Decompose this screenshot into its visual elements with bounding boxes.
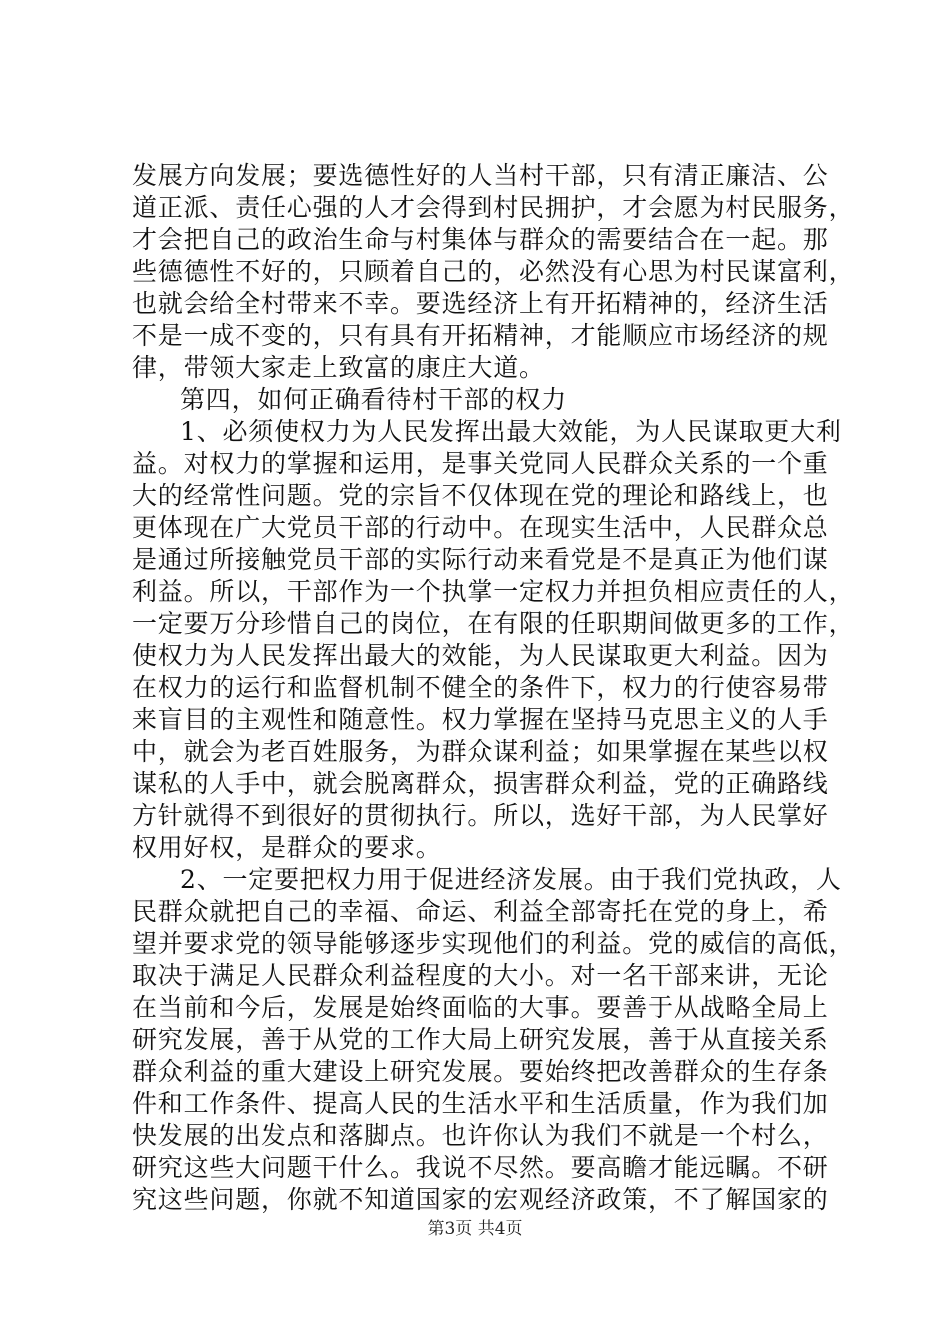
- text-line: 些德德性不好的，只顾着自己的，必然没有心思为村民谋富利，: [132, 257, 855, 286]
- text-line: 方针就得不到很好的贯彻执行。所以，选好干部，为人民掌好: [132, 801, 829, 830]
- text-line: 是通过所接触党员干部的实际行动来看党是不是真正为他们谋: [132, 545, 829, 574]
- section-heading: 第四，如何正确看待村干部的权力: [180, 385, 568, 414]
- text-line: 研究发展，善于从党的工作大局上研究发展，善于从直接关系: [132, 1025, 829, 1054]
- text-line: 谋私的人手中，就会脱离群众，损害群众利益，党的正确路线: [132, 769, 829, 798]
- text-line: 益。对权力的掌握和运用，是事关党同人民群众关系的一个重: [132, 449, 829, 478]
- text-line: 望并要求党的领导能够逐步实现他们的利益。党的威信的高低，: [132, 929, 855, 958]
- text-line: 使权力为人民发挥出最大的效能，为人民谋取更大利益。因为: [132, 641, 829, 670]
- text-line: 也就会给全村带来不幸。要选经济上有开拓精神的，经济生活: [132, 289, 829, 318]
- text-line: 民群众就把自己的幸福、命运、利益全部寄托在党的身上，希: [132, 897, 829, 926]
- text-line: 权用好权，是群众的要求。: [132, 833, 442, 862]
- text-line: 件和工作条件、提高人民的生活水平和生活质量，作为我们加: [132, 1089, 829, 1118]
- text-line: 2、一定要把权力用于促进经济发展。由于我们党执政，人: [180, 865, 842, 894]
- text-line: 一定要万分珍惜自己的岗位，在有限的任职期间做更多的工作，: [132, 609, 855, 638]
- text-line: 研究这些大问题干什么。我说不尽然。要高瞻才能远瞩。不研: [132, 1153, 829, 1182]
- text-line: 才会把自己的政治生命与村集体与群众的需要结合在一起。那: [132, 225, 829, 254]
- text-line: 在当前和今后，发展是始终面临的大事。要善于从战略全局上: [132, 993, 829, 1022]
- page-number-label: 第3页 共4页: [427, 1219, 523, 1239]
- text-line: 律，带领大家走上致富的康庄大道。: [132, 353, 545, 382]
- text-line: 道正派、责任心强的人才会得到村民拥护，才会愿为村民服务，: [132, 193, 855, 222]
- text-line: 群众利益的重大建设上研究发展。要始终把改善群众的生存条: [132, 1057, 829, 1086]
- text-line: 快发展的出发点和落脚点。也许你认为我们不就是一个村么，: [132, 1121, 829, 1150]
- page-body: [132, 160, 855, 1216]
- text-line: 1、必须使权力为人民发挥出最大效能，为人民谋取更大利: [180, 417, 842, 446]
- text-line: 究这些问题，你就不知道国家的宏观经济政策，不了解国家的: [132, 1185, 829, 1214]
- text-line: 中，就会为老百姓服务，为群众谋利益；如果掌握在某些以权: [132, 737, 829, 766]
- text-line: 发展方向发展；要选德性好的人当村干部，只有清正廉洁、公: [132, 161, 829, 190]
- text-line: 更体现在广大党员干部的行动中。在现实生活中，人民群众总: [132, 513, 829, 542]
- text-line: 来盲目的主观性和随意性。权力掌握在坚持马克思主义的人手: [132, 705, 829, 734]
- text-line: 不是一成不变的，只有具有开拓精神，才能顺应市场经济的规: [132, 321, 829, 350]
- text-line: 取决于满足人民群众利益程度的大小。对一名干部来讲，无论: [132, 961, 829, 990]
- text-line: 大的经常性问题。党的宗旨不仅体现在党的理论和路线上，也: [132, 481, 829, 510]
- text-line: 在权力的运行和监督机制不健全的条件下，权力的行使容易带: [132, 673, 829, 702]
- page-footer: [0, 1214, 950, 1239]
- text-line: 利益。所以，干部作为一个执掌一定权力并担负相应责任的人，: [132, 577, 855, 606]
